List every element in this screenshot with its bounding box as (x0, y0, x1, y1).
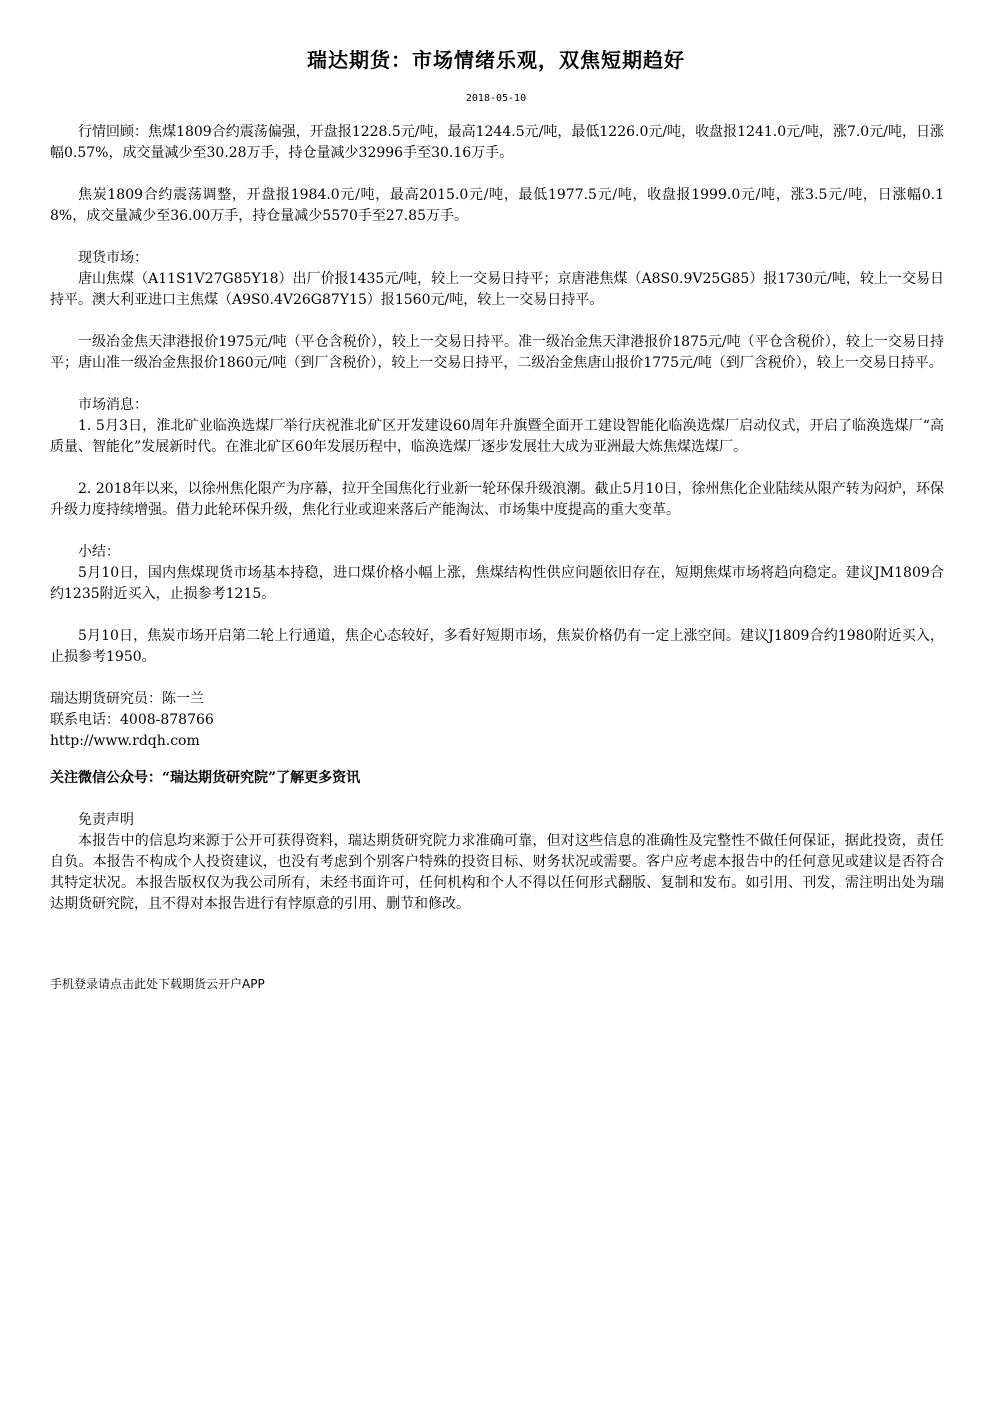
signature-analyst: 瑞达期货研究员：陈一兰 (50, 691, 204, 707)
summary-para-2: 5月10日，焦炭市场开启第二轮上行通道，焦企心态较好，多看好短期市场，焦炭价格仍有一定上涨空间。建议J1809合约1980附近买入，止损参考1950。 (50, 628, 944, 665)
signature-url[interactable]: http://www.rdqh.com (50, 733, 200, 749)
follow-wechat-notice: 关注微信公众号：“瑞达期货研究院”了解更多资讯 (50, 770, 361, 786)
news-item-2: 2. 2018年以来，以徐州焦化限产为序幕，拉开全国焦化行业新一轮环保升级浪潮。截止5月10日，徐州焦化企业陆续从限产转为闷炉，环保升级力度持续增强。借力此轮环保升级，焦化行业或迎来落后产能淘汰、市场集中度提高的重大变革。 (50, 481, 944, 518)
document-title: 瑞达期货：市场情绪乐观，双焦短期趋好 (307, 48, 685, 72)
spot-para-1: 唐山焦煤（A11S1V27G85Y18）出厂价报1435元/吨，较上一交易日持平；京唐港焦煤（A8S0.9V25G85）报1730元/吨，较上一交易日持平。澳大利亚进口主焦煤（A9S0.4V26G87Y15）报1560元/吨，较上一交易日持平。 (50, 271, 944, 308)
disclaimer-text: 本报告中的信息均来源于公开可获得资料，瑞达期货研究院力求准确可靠，但对这些信息的准确性及完整性不做任何保证，据此投资，责任自负。本报告不构成个人投资建议，也没有考虑到个别客户特殊的投资目标、财务状况或需要。客户应考虑本报告中的任何意见或建议是否符合其特定状况。本报告版权仅为我公司所有，未经书面许可，任何机构和个人不得以任何形式翻版、复制和发布。如引用、刊发，需注明出处为瑞达期货研究院，且不得对本报告进行有悖原意的引用、删节和修改。 (50, 833, 944, 912)
spot-heading: 现货市场： (78, 250, 148, 266)
news-item-1: 1. 5月3日，淮北矿业临涣选煤厂举行庆祝淮北矿区开发建设60周年升旗暨全面开工建设智能化临涣选煤厂启动仪式，开启了临涣选煤厂“高质量、智能化”发展新时代。在淮北矿区60年发展历程中，临涣选煤厂逐步发展壮大成为亚洲最大炼焦煤选煤厂。 (50, 418, 944, 455)
disclaimer-heading: 免责声明 (78, 812, 134, 828)
summary-para-1: 5月10日，国内焦煤现货市场基本持稳，进口煤价格小幅上涨，焦煤结构性供应问题依旧存在，短期焦煤市场将趋向稳定。建议JM1809合约1235附近买入，止损参考1215。 (50, 565, 944, 602)
review-coke-coal: 行情回顾：焦煤1809合约震荡偏强，开盘报1228.5元/吨，最高1244.5元/吨，最低1226.0元/吨，收盘报1241.0元/吨，涨7.0元/吨，日涨幅0.57%，成交量减少至30.28万手，持仓量减少32996手至30.16万手。 (50, 124, 944, 161)
signature-phone: 联系电话：4008-878766 (50, 712, 214, 728)
summary-heading: 小结： (78, 544, 120, 560)
document-date: 2018-05-10 (465, 93, 527, 104)
news-heading: 市场消息： (78, 397, 148, 413)
spot-para-2: 一级冶金焦天津港报价1975元/吨（平仓含税价），较上一交易日持平。准一级冶金焦天津港报价1875元/吨（平仓含税价），较上一交易日持平；唐山准一级冶金焦报价1860元/吨（到厂含税价），较上一交易日持平，二级冶金焦唐山报价1775元/吨（到厂含税价），较上一交易日持平。 (50, 334, 944, 371)
download-app-link[interactable]: 手机登录请点击此处下载期货云开户APP (50, 977, 265, 991)
footer (50, 975, 265, 992)
document-body (50, 122, 944, 915)
review-coke: 焦炭1809合约震荡调整，开盘报1984.0元/吨，最高2015.0元/吨，最低1977.5元/吨，收盘报1999.0元/吨，涨3.5元/吨，日涨幅0.18%，成交量减少至36.00万手，持仓量减少5570手至27.85万手。 (50, 187, 944, 224)
